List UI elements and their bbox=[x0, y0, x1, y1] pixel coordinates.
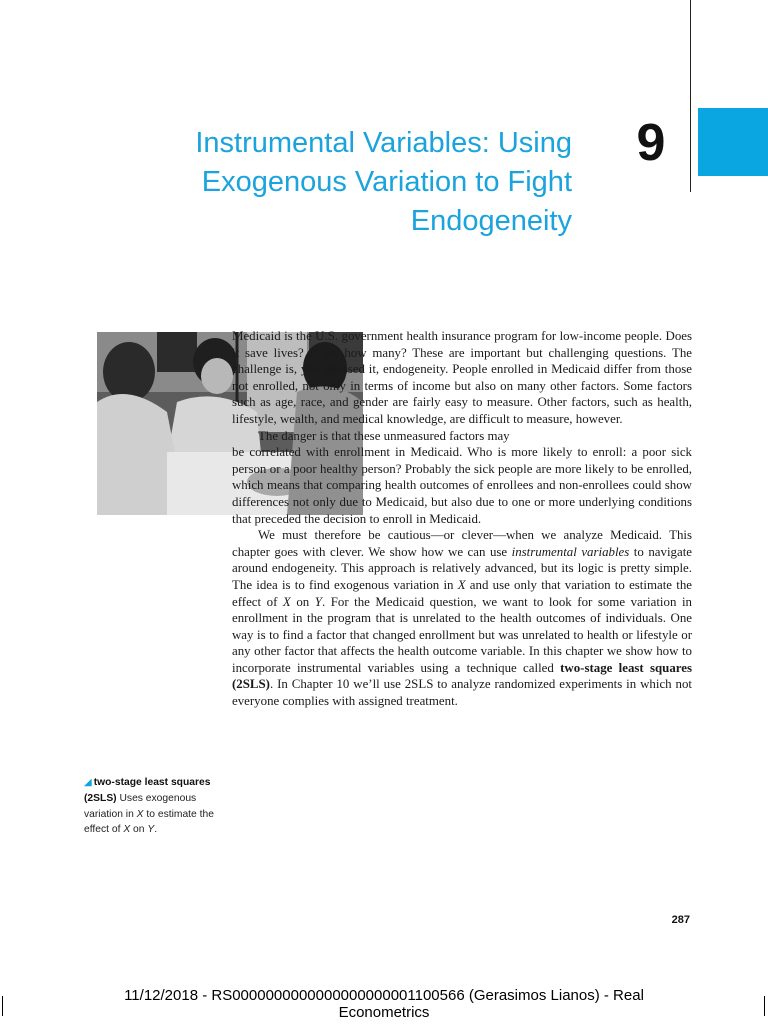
chapter-number: 9 bbox=[636, 114, 666, 172]
glossary-term: two-stage least squares (2SLS) bbox=[84, 777, 211, 804]
p3-text: to navigate around endogeneity. This approach is relatively advanced, but its logic is pretty simple. The idea is to find exogenous variation in bbox=[232, 544, 692, 592]
p3-term-instrumental-variables: instrumental variables bbox=[511, 544, 630, 559]
p3-text: . For the Medicaid question, we want to look for some variation in enrollment in the program that is unrelated to the health outcomes of individuals. One way is to find a factor that changed enrollment but was unrelated to health or lifestyle or any other factor that affects the health outcome variable. In this chapter we show how to incorporate instrumental variables using a technique called bbox=[232, 594, 692, 675]
p3-text: on bbox=[290, 594, 315, 609]
footer-line-1: 11/12/2018 - RS0000000000000000000001100566 (Gerasimos Lianos) - Real bbox=[124, 987, 644, 1004]
p3-text: . In Chapter 10 we’ll use 2SLS to analyze randomized experiments in which not everyone complies with assigned treatment. bbox=[232, 677, 692, 709]
paragraph-1: Medicaid is the U.S. government health insurance program for low-income people. Does it save lives? If so, how many? These are important but challenging questions. The challenge is, you guessed it, endogeneity. People enrolled in Medicaid differ from those not enrolled, not only in terms of income but also on many other factors. Some factors such as age, race, and gender are fairly easy to measure. Other factors, such as health, lifestyle, wealth, and medical knowledge, are difficult to measure, however. bbox=[232, 329, 692, 426]
chapter-color-tab bbox=[698, 108, 768, 176]
p3-text: We must therefore be cautious—or clever—when we analyze Medicaid. This chapter goes with clever. We show how we can use bbox=[232, 528, 692, 559]
footer-watermark bbox=[0, 987, 768, 1021]
glossary-def: . bbox=[154, 824, 158, 836]
p3-var-x: X bbox=[457, 577, 466, 592]
chapter-title-line-1: Instrumental Variables: Using bbox=[195, 127, 572, 159]
footer-line-2: Econometrics bbox=[338, 1004, 430, 1021]
glossary-def: to estimate the effect of bbox=[84, 808, 214, 836]
glossary-def: Uses exogenous variation in bbox=[84, 792, 197, 820]
glossary-marker-icon: ◢ bbox=[84, 777, 92, 788]
paragraph-2-start: The danger is that these unmeasured factors may bbox=[258, 428, 510, 443]
glossary-var-y: Y bbox=[147, 824, 155, 836]
p3-var-y: Y bbox=[314, 594, 322, 609]
paragraph-3 bbox=[232, 527, 692, 710]
page-number: 287 bbox=[671, 914, 690, 926]
p3-text: and use only that variation to estimate the effect of bbox=[232, 577, 692, 609]
margin-glossary bbox=[84, 775, 216, 838]
p3-term-2sls: two-stage least squares (2SLS) bbox=[232, 660, 692, 692]
chapter-title-line-2: Exogenous Variation to Fight bbox=[201, 166, 572, 198]
glossary-var-x: X bbox=[136, 808, 144, 820]
chapter-title bbox=[112, 124, 572, 241]
glossary-def: on bbox=[130, 824, 148, 836]
chapter-title-line-3: Endogeneity bbox=[410, 205, 572, 237]
header-rule bbox=[690, 0, 691, 192]
paragraph-2-continued: be correlated with enrollment in Medicaid. Who is more likely to enroll: a poor sick person or a poor healthy person? Probably the sick people are more likely to be enrolled, which means that comparing health outcomes of enrollees and non-enrollees could show differences not only due to Medicaid, but also due to one or more underlying conditions that preceded the decision to enroll in Medicaid. bbox=[232, 445, 692, 526]
glossary-var-x: X bbox=[123, 824, 131, 836]
p3-var-x: X bbox=[282, 594, 291, 609]
body-text bbox=[232, 328, 692, 710]
